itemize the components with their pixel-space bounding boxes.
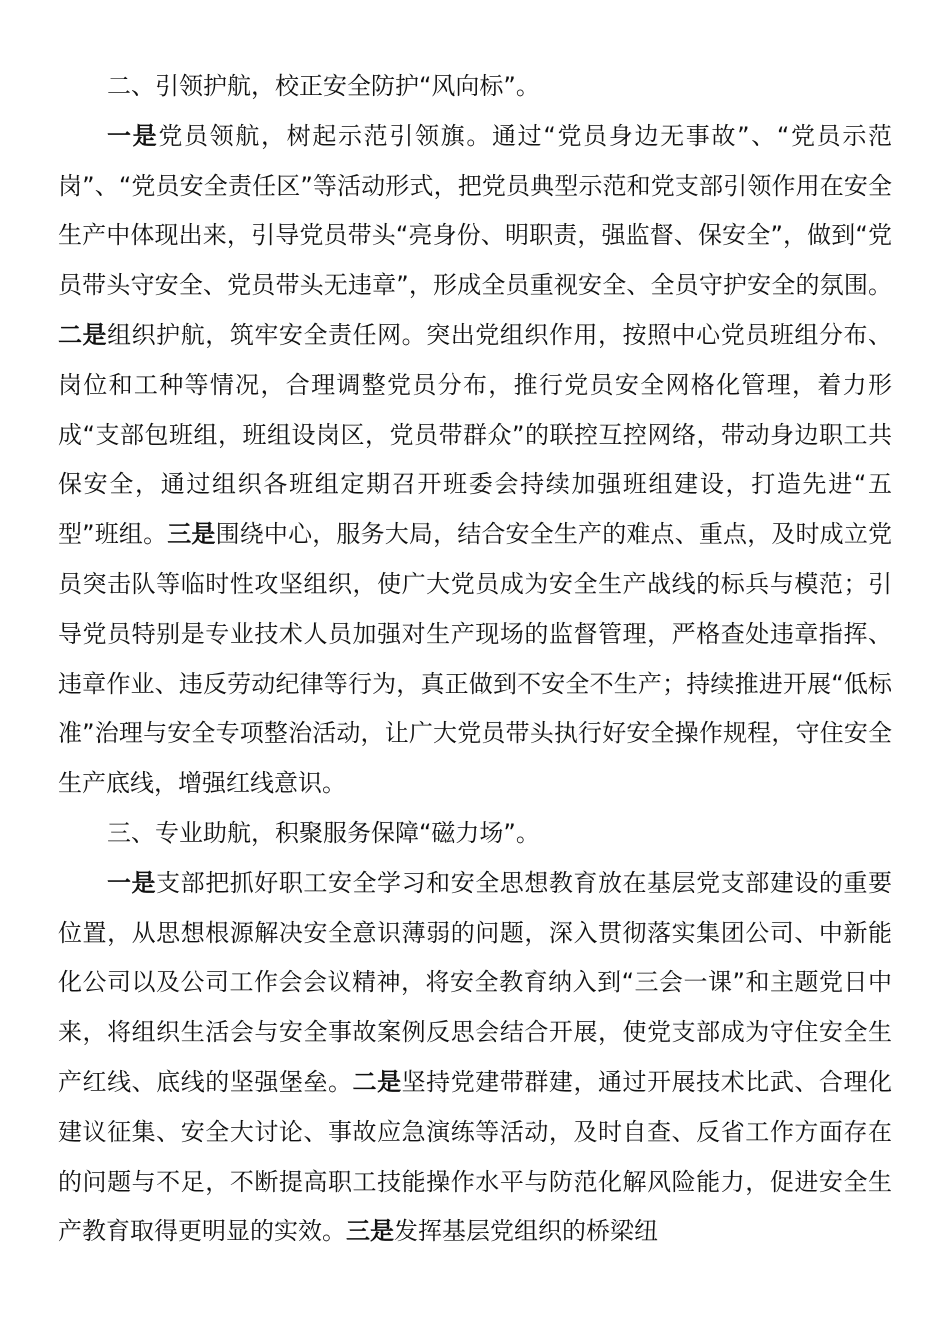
- document-page: [58, 62, 892, 1257]
- paragraph-text: 发挥基层党组织的桥梁纽: [394, 1217, 658, 1246]
- paragraph-text: 围绕中心，服务大局，结合安全生产的难点、重点，及时成立党员突击队等临时性攻坚组织，使广大党员成为安全生产战线的标兵与模范；引导党员特别是专业技术人员加强对生产现场的监督管理，严格查处违章指挥、违章作业、违反劳动纪律等行为，真正做到不安全不生产；持续推进开展“低标准”治理与安全专项整治活动，让广大党员带头执行好安全操作规程，守住安全生产底线，增强红线意识。: [58, 520, 893, 798]
- section-2-paragraph: [58, 112, 892, 809]
- lead-marker-2: 二是: [58, 320, 108, 349]
- lead-marker-3: 三是: [346, 1217, 394, 1246]
- paragraph-text: 党员领航，树起示范引领旗。通过“党员身边无事故”、“党员示范岗”、“党员安全责任区”等活动形式，把党员典型示范和党支部引领作用在安全生产中体现出来，引导党员带头“亮身份、明职责，强监督、保安全”，做到“党员带头守安全、党员带头无违章”，形成全员重视安全、全员守护安全的氛围。: [58, 121, 892, 300]
- paragraph-text: 坚持党建带群建，通过开展技术比武、合理化建议征集、安全大讨论、事故应急演练等活动，及时自查、反省工作方面存在的问题与不足，不断提高职工技能操作水平与防范化解风险能力，促进安全生产教育取得更明显的实效。: [58, 1067, 893, 1246]
- paragraph-text: 组织护航，筑牢安全责任网。突出党组织作用，按照中心党员班组分布、岗位和工种等情况，合理调整党员分布，推行党员安全网格化管理，着力形成“支部包班组，班组设岗区，党员带群众”的联控互控网络，带动身边职工共保安全，通过组织各班组定期召开班委会持续加强班组建设，打造先进“五型”班组。: [58, 320, 893, 549]
- section-3-paragraph: [58, 859, 892, 1257]
- lead-marker-1: 一是: [107, 121, 159, 150]
- lead-marker-2: 二是: [352, 1067, 402, 1096]
- section-2-heading: 二、引领护航，校正安全防护“风向标”。: [107, 72, 540, 100]
- lead-marker-1: 一是: [107, 868, 157, 897]
- lead-marker-3: 三是: [167, 520, 216, 549]
- paragraph-text: 支部把抓好职工安全学习和安全思想教育放在基层党支部建设的重要位置，从思想根源解决安全意识薄弱的问题，深入贯彻落实集团公司、中新能化公司以及公司工作会会议精神，将安全教育纳入到“三会一课”和主题党日中来，将组织生活会与安全事故案例反思会结合开展，使党支部成为守住安全生产红线、底线的坚强堡垒。: [58, 868, 893, 1096]
- section-3-heading: 三、专业助航，积聚服务保障“磁力场”。: [107, 818, 540, 847]
